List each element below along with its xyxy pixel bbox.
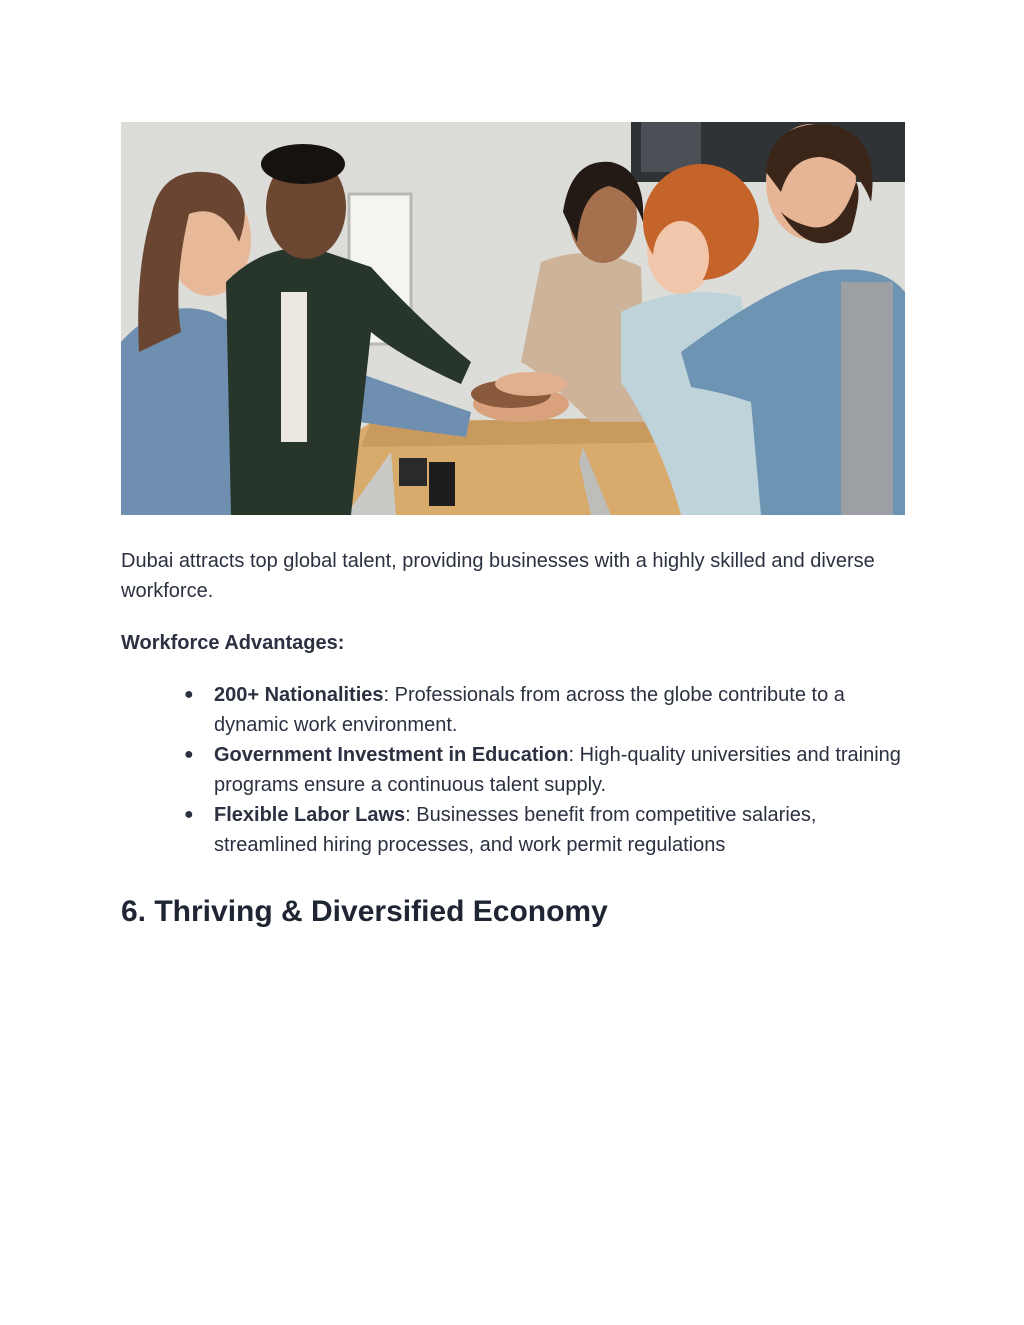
- intro-paragraph: Dubai attracts top global talent, providing businesses with a highly skilled and diverse workforce.: [121, 550, 875, 602]
- list-item-description: : Businesses benefit from competitive salaries, streamlined hiring processes, and work permit regulations: [214, 804, 817, 856]
- list-item: [121, 680, 911, 740]
- list-item-term: Government Investment in Education: [214, 744, 569, 766]
- team-photo: [121, 122, 905, 515]
- section-heading: 6. Thriving & Diversified Economy: [121, 895, 608, 928]
- bullet-icon: ●: [184, 686, 194, 703]
- workforce-advantages-list: [121, 680, 911, 860]
- bullet-icon: ●: [184, 806, 194, 823]
- list-item-term: Flexible Labor Laws: [214, 804, 406, 826]
- workforce-advantages-heading: Workforce Advantages:: [121, 632, 345, 654]
- list-item-description: : Professionals from across the globe contribute to a dynamic work environment.: [214, 684, 845, 736]
- list-item-term: 200+ Nationalities: [214, 684, 384, 706]
- list-item: [121, 800, 911, 860]
- list-item-description: : High-quality universities and training programs ensure a continuous talent supply.: [214, 744, 901, 796]
- bullet-icon: ●: [184, 746, 194, 763]
- list-item: [121, 740, 911, 800]
